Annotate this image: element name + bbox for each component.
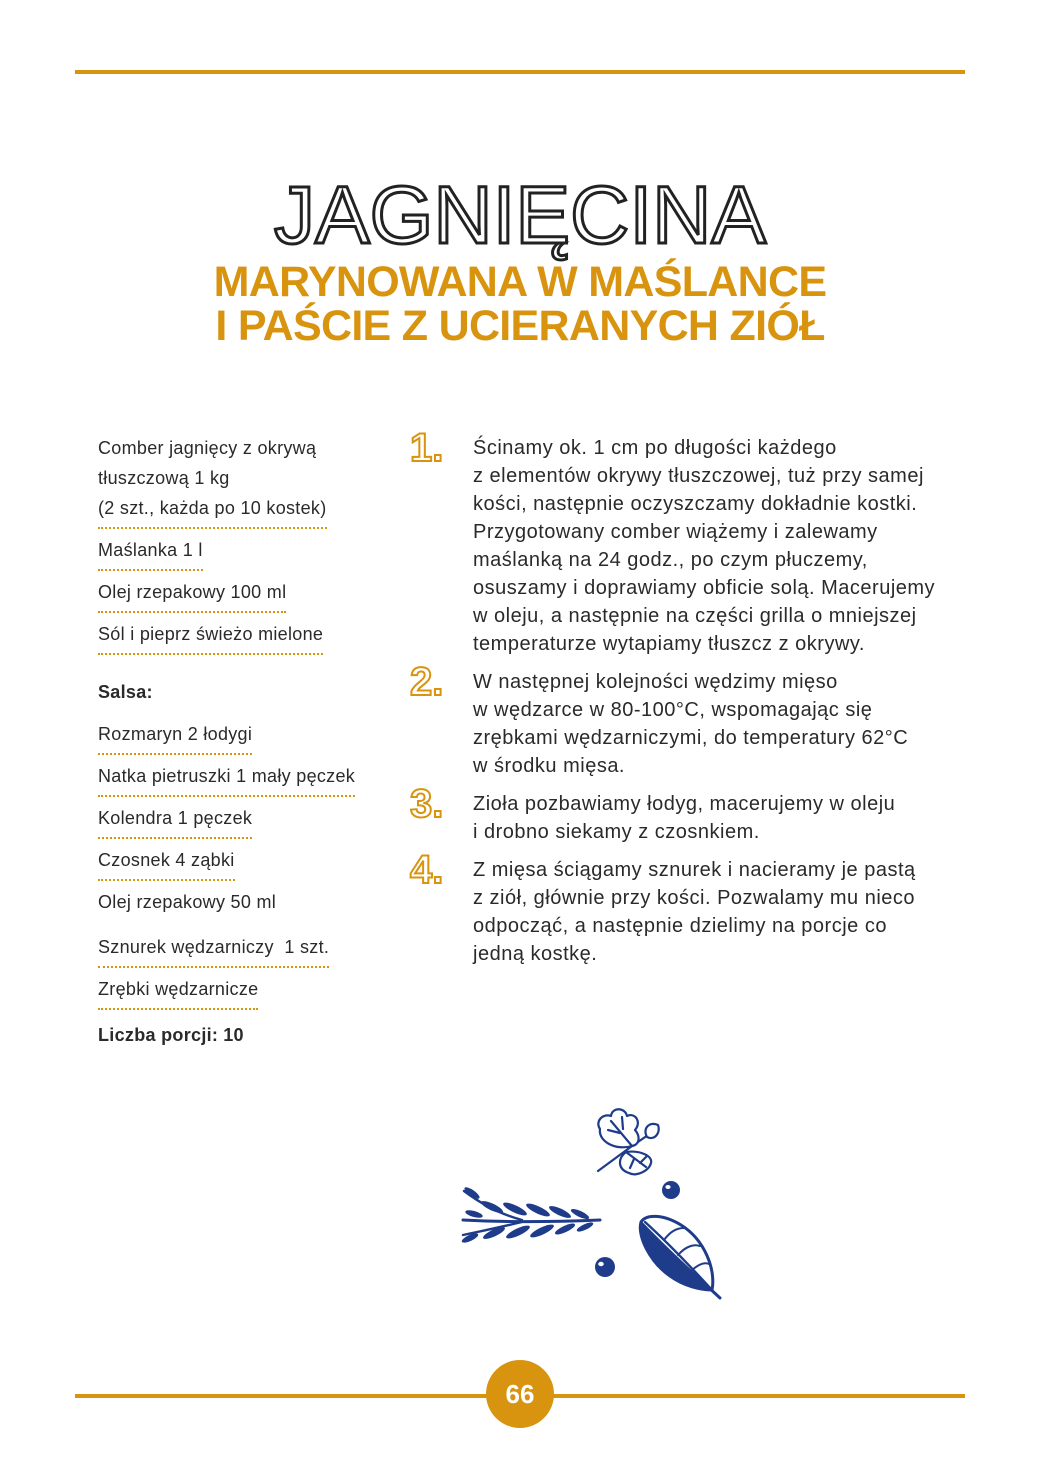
step-4 — [410, 848, 965, 968]
step-line: w wędzarce w 80-100°C, wspomagając się — [473, 699, 873, 721]
herbs-illustration — [440, 1095, 740, 1315]
ingredient-text: Maślanka 1 l — [98, 540, 203, 560]
ingredient-text: Comber jagnięcy z okrywą — [98, 438, 317, 458]
ingredient-text: Kolendra 1 pęczek — [98, 808, 253, 828]
ingredient-item — [98, 619, 398, 655]
ingredient-box — [98, 887, 276, 923]
ingredient-text: Sznurek wędzarniczy 1 szt. — [98, 937, 330, 957]
step-line: zrębkami wędzarniczymi, do temperatury 62°C — [473, 727, 909, 749]
step-line: z ziół, głównie przy kości. Pozwalamy mu nieco — [473, 887, 916, 909]
step-number: 4. — [410, 848, 444, 892]
step-line: osuszamy i doprawiamy obficie solą. Macerujemy — [473, 577, 936, 599]
ingredient-item — [98, 577, 398, 613]
step-line: maślanką na 24 godz., po czym płuczemy, — [473, 549, 868, 571]
step-line: W następnej kolejności wędzimy mięso — [473, 671, 838, 693]
step-line: Ścinamy ok. 1 cm po długości każdego — [473, 437, 837, 459]
step-line: odpocząć, a następnie dzielimy na porcje co — [473, 915, 887, 937]
ingredient-text: Czosnek 4 ząbki — [98, 850, 235, 870]
ingredient-item — [98, 803, 398, 839]
basil-leaf-icon — [640, 1216, 720, 1298]
ingredient-item — [98, 535, 398, 571]
page-number-badge: 66 — [486, 1360, 554, 1428]
ingredient-text: Zrębki wędzarnicze — [98, 979, 259, 999]
ingredient-text: Rozmaryn 2 łodygi — [98, 724, 253, 744]
step-2 — [410, 660, 965, 780]
step-text — [473, 434, 935, 658]
ingredients-list — [98, 433, 398, 1050]
step-line: Z mięsa ściągamy sznurek i nacieramy je pastą — [473, 859, 916, 881]
step-number: 3. — [410, 782, 444, 826]
step-line: w środku mięsa. — [473, 755, 625, 777]
step-line: jedną kostkę. — [473, 943, 598, 965]
ingredient-box — [98, 719, 252, 755]
servings-value: 10 — [223, 1025, 244, 1045]
parsley-sprig-icon — [598, 1109, 659, 1174]
berry-icon — [595, 1257, 615, 1277]
ingredient-item — [98, 719, 398, 755]
ingredient-box — [98, 433, 327, 529]
preparation-steps — [410, 426, 965, 978]
recipe-subtitle — [0, 260, 1040, 348]
ingredient-box — [98, 535, 203, 571]
servings — [98, 1020, 398, 1050]
step-text — [473, 790, 895, 846]
ingredient-item — [98, 433, 398, 529]
step-text — [473, 856, 916, 968]
ingredient-item — [98, 932, 398, 968]
ingredient-item — [98, 974, 398, 1010]
step-line: w oleju, a następnie na części grilla o mniejszej — [473, 605, 917, 627]
ingredient-item — [98, 887, 398, 923]
step-line: temperaturze wytapiamy tłuszcz z okrywy. — [473, 633, 865, 655]
step-number: 1. — [410, 426, 444, 470]
ingredient-box — [98, 845, 235, 881]
step-1 — [410, 426, 965, 658]
ingredient-text: Olej rzepakowy 100 ml — [98, 582, 287, 602]
ingredient-box — [98, 619, 323, 655]
step-line: z elementów okrywy tłuszczowej, tuż przy samej — [473, 465, 924, 487]
ingredient-text: Sól i pieprz świeżo mielone — [98, 624, 324, 644]
recipe-title: JAGNIĘCINA — [273, 170, 767, 261]
servings-label: Liczba porcji: — [98, 1025, 219, 1045]
subtitle-line: I PAŚCIE Z UCIERANYCH ZIÓŁ — [215, 302, 825, 350]
ingredient-box — [98, 932, 329, 968]
ingredient-text: tłuszczową 1 kg — [98, 468, 230, 488]
berry-icon — [662, 1181, 680, 1199]
step-line: Zioła pozbawiamy łodyg, macerujemy w oleju — [473, 793, 896, 815]
step-line: Przygotowany comber wiążemy i zalewamy — [473, 521, 878, 543]
step-number: 2. — [410, 660, 444, 704]
subtitle-line: MARYNOWANA W MAŚLANCE — [213, 258, 827, 306]
ingredient-item — [98, 761, 398, 797]
ingredient-box — [98, 577, 286, 613]
rosemary-sprig-icon — [461, 1185, 600, 1244]
ingredient-text: Olej rzepakowy 50 ml — [98, 892, 277, 912]
ingredient-box — [98, 761, 355, 797]
step-line: kości, następnie oczyszczamy dokładnie kostki. — [473, 493, 918, 515]
salsa-heading: Salsa: — [98, 682, 153, 702]
ingredient-text: (2 szt., każda po 10 kostek) — [98, 498, 327, 518]
top-divider — [75, 70, 965, 74]
ingredient-text: Natka pietruszki 1 mały pęczek — [98, 766, 356, 786]
step-line: i drobno siekamy z czosnkiem. — [473, 821, 760, 843]
ingredient-item — [98, 845, 398, 881]
step-text — [473, 668, 908, 780]
step-3 — [410, 782, 965, 846]
ingredient-box — [98, 803, 252, 839]
ingredient-box — [98, 974, 258, 1010]
